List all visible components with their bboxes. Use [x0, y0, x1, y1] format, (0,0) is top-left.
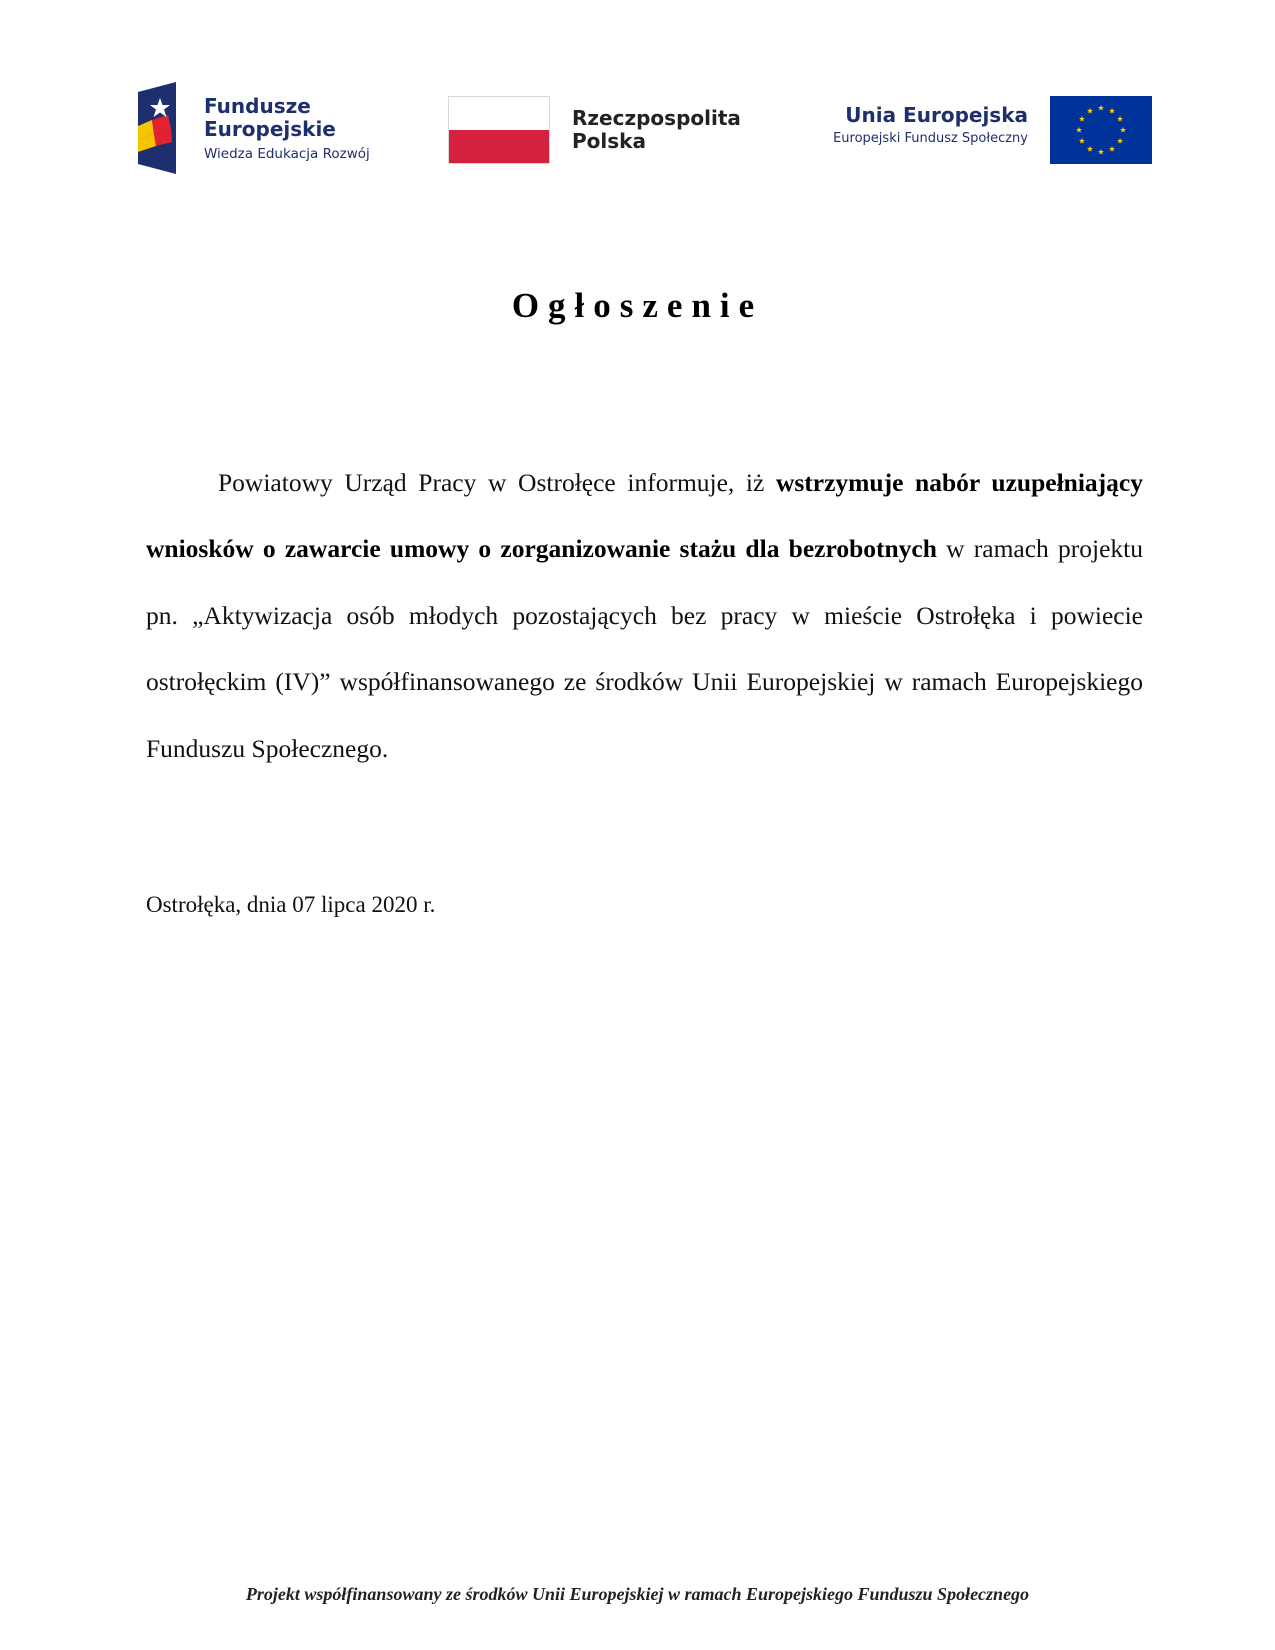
- fe-title-line1: Fundusze: [204, 94, 311, 118]
- flag-red-stripe: [449, 130, 549, 163]
- fundusze-europejskie-logo: [138, 82, 398, 174]
- announcement-paragraph: [146, 450, 1143, 783]
- unia-europejska-text: [833, 102, 1028, 150]
- date-line: Ostrołęka, dnia 07 lipca 2020 r.: [146, 892, 436, 917]
- eu-flag-icon: [1050, 96, 1152, 164]
- page-title: Ogłoszenie: [511, 286, 764, 325]
- fe-subtitle: Wiedza Edukacja Rozwój: [204, 146, 370, 162]
- rzeczpospolita-polska-text: [572, 107, 741, 153]
- paragraph-intro: Powiatowy Urząd Pracy w Ostrołęce informuje, iż: [218, 467, 776, 497]
- pl-line1: Rzeczpospolita: [572, 106, 741, 130]
- pl-line2: Polska: [572, 129, 646, 153]
- fundusze-europejskie-emblem-icon: [138, 82, 186, 174]
- polish-flag-icon: [448, 96, 550, 164]
- rzeczpospolita-polska-logo: [448, 96, 758, 168]
- flag-white-stripe: [449, 97, 549, 130]
- fundusze-europejskie-text: [204, 95, 370, 165]
- paragraph-bold: wstrzymuje nabór uzupełniający wniosków o zawarcie umowy o zorganizowanie stażu dla bezrobotnych: [146, 467, 1143, 563]
- paragraph-rest: w ramach projektu pn. „Aktywizacja osób młodych pozostających bez pracy w mieście Ostrołęka i powiecie ostrołęckim (IV)” współfinansowanego ze środków Unii Europejskiej w ramach Europejskiego Funduszu Społecznego.: [146, 534, 1143, 763]
- footer-note: Projekt współfinansowany ze środków Unii Europejskiej w ramach Europejskiego Funduszu Społecznego: [245, 1584, 1030, 1604]
- ue-title: Unia Europejska: [845, 103, 1028, 127]
- ue-subtitle: Europejski Fundusz Społeczny: [833, 131, 1028, 146]
- unia-europejska-logo: [806, 96, 1152, 166]
- fe-title-line2: Europejskie: [204, 117, 336, 141]
